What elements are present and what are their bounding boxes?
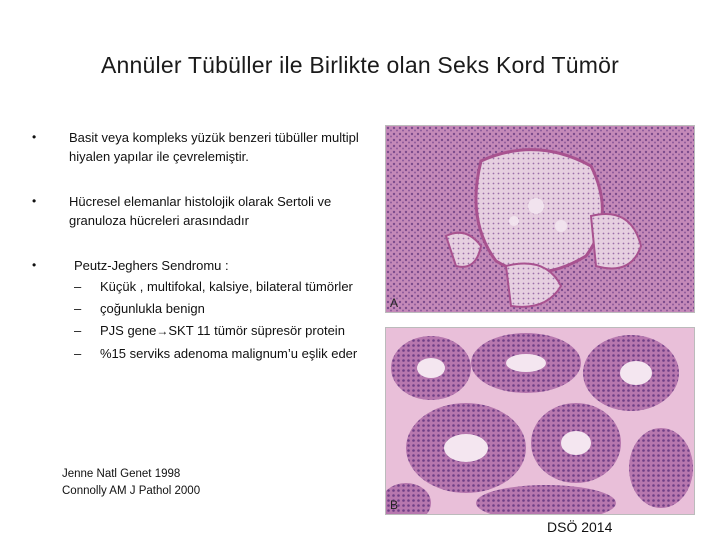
footer-text: DSÖ 2014 — [547, 519, 613, 535]
dash-icon: – — [74, 323, 82, 338]
panel-label-a: A — [390, 296, 399, 310]
reference-line: Connolly AM J Pathol 2000 — [62, 485, 201, 497]
sub-bullet-item — [74, 277, 370, 296]
bullet-text: Basit veya kompleks yüzük benzeri tübüller multipl hiyalen yapılar ile çevrelemiştir. — [69, 130, 359, 164]
panel-label-b: B — [390, 498, 399, 512]
sub-bullet-item — [74, 299, 370, 318]
dash-icon: – — [74, 279, 82, 294]
arrow-right-icon: → — [156, 324, 169, 338]
sub-bullet-text: %15 serviks adenoma malignum’u eşlik eder — [100, 346, 358, 361]
bullet-text: Hücresel elemanlar histolojik olarak Sertoli ve granuloza hücreleri arasındadır — [69, 194, 332, 228]
bullet-text: Peutz-Jeghers Sendromu : — [74, 258, 229, 273]
histology-a-graphic — [386, 126, 694, 312]
slide-title: Annüler Tübüller ile Birlikte olan Seks Kord Tümör — [101, 52, 619, 78]
bullet-list — [30, 128, 370, 389]
sub-bullet-text-post: SKT 11 tümör süpresör protein — [168, 323, 345, 338]
histology-b-graphic — [386, 328, 694, 514]
sub-bullet-text: Küçük , multifokal, kalsiye, bilateral tümörler — [100, 279, 353, 294]
bullet-item — [30, 128, 370, 166]
bullet-icon: • — [32, 258, 37, 272]
reference-line: Jenne Natl Genet 1998 — [62, 468, 181, 480]
sub-bullet-item — [74, 321, 370, 341]
bullet-item — [30, 256, 370, 363]
bullet-icon: • — [32, 130, 37, 144]
histology-image-a — [385, 125, 695, 313]
references — [62, 466, 200, 500]
dash-icon: – — [74, 346, 82, 361]
dash-icon: – — [74, 301, 82, 316]
histology-image-b — [385, 327, 695, 515]
sub-bullet-list — [74, 277, 370, 363]
sub-bullet-item — [74, 344, 370, 363]
sub-bullet-text: çoğunlukla benign — [100, 301, 205, 316]
bullet-item — [30, 192, 370, 230]
sub-bullet-text-pre: PJS gene — [100, 323, 157, 338]
bullet-icon: • — [32, 194, 37, 208]
